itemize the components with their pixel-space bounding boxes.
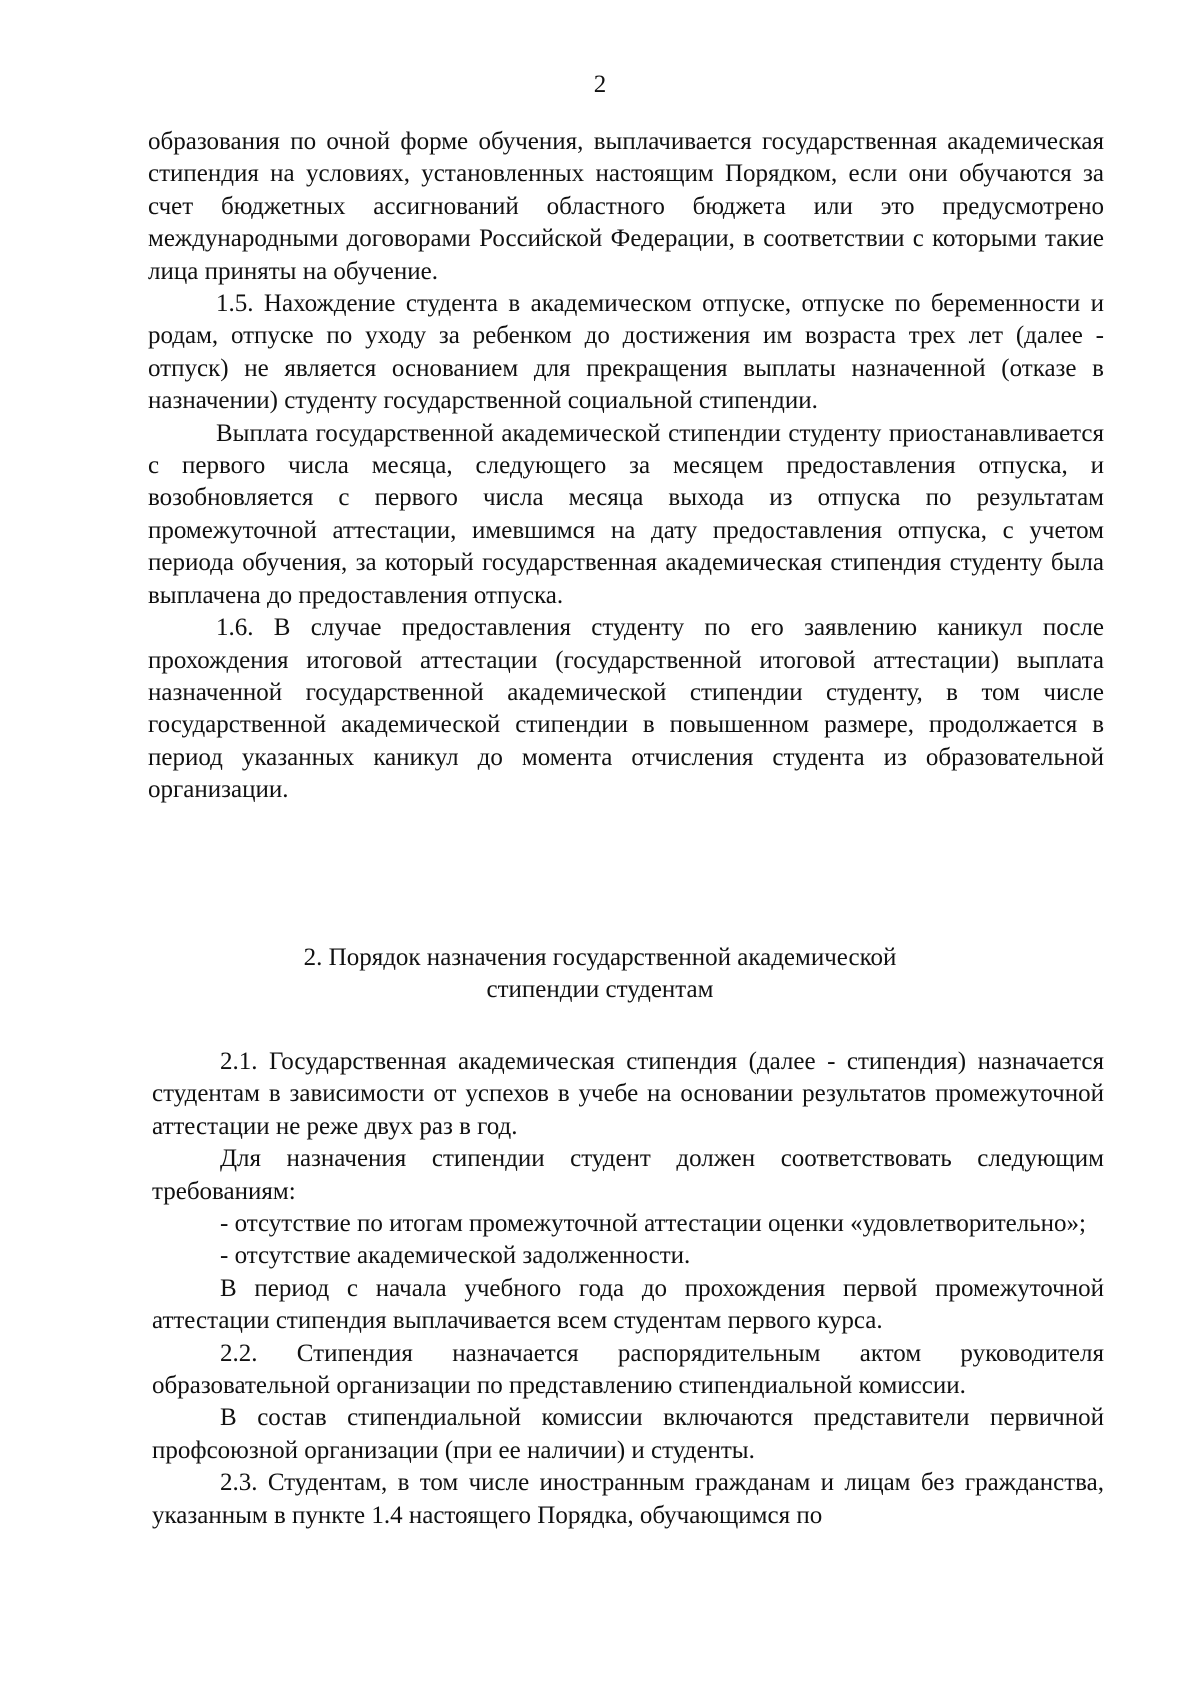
paragraph-2-2: 2.2. Стипендия назначается распорядительным актом руководителя образовательной организации по представлению стипендиальной комиссии.: [152, 1339, 1104, 1400]
section-1-text: [148, 126, 1104, 807]
paragraph-2-1: 2.1. Государственная академическая стипендия (далее - стипендия) назначается студентам в зависимости от успехов в учебе на основании результатов промежуточной аттестации не реже двух раз в год.: [152, 1048, 1104, 1140]
section-2-text: [152, 1046, 1104, 1532]
section-2-heading-line-1: 2. Порядок назначения государственной академической: [303, 944, 897, 971]
paragraph-2-3: 2.3. Студентам, в том числе иностранным гражданам и лицам без гражданства, указанным в пункте 1.4 настоящего Порядка, обучающимся по: [152, 1469, 1104, 1529]
paragraph-1-5: 1.5. Нахождение студента в академическом отпуске, отпуске по беременности и родам, отпуске по уходу за ребенком до достижения им возраста трех лет (далее - отпуск) не является основанием для прекращения выплаты назначенной (отказе в назначении) студенту государственной социальной стипендии.: [148, 290, 1104, 415]
paragraph-1-6: 1.6. В случае предоставления студенту по его заявлению каникул после прохождения итоговой аттестации (государственной итоговой аттестации) выплата назначенной государственной академической стипендии студенту, в том числе государственной академической стипендии в повышенном размере, продолжается в период указанных каникул до момента отчисления студента из образовательной организации.: [148, 614, 1104, 804]
section-2-heading: [0, 942, 1200, 1007]
requirement-item-1: - отсутствие по итогам промежуточной аттестации оценки «удовлетворительно»;: [220, 1210, 1086, 1238]
paragraph-first-year: В период с начала учебного года до прохождения первой промежуточной аттестации стипендия выплачивается всем студентам первого курса.: [152, 1274, 1104, 1335]
page-number: 2: [593, 71, 607, 98]
paragraph-intro: образования по очной форме обучения, выплачивается государственная академическая стипендия на условиях, установленных настоящим Порядком, если они обучаются за счет бюджетных ассигнований областного бюджета или это предусмотрено международными договорами Российской Федерации, в соответствии с которыми такие лица приняты на обучение.: [148, 128, 1104, 285]
section-2-heading-line-2: стипендии студентам: [486, 976, 714, 1004]
paragraph-payment-suspension: Выплата государственной академической стипендии студенту приостанавливается с первого числа месяца, следующего за месяцем предоставления отпуска, и возобновляется с первого числа месяца выхода из отпуска по результатам промежуточной аттестации, имевшимся на дату предоставления отпуска, с учетом периода обучения, за который государственная академическая стипендия студенту была выплачена до предоставления отпуска.: [148, 419, 1104, 609]
paragraph-commission: В состав стипендиальной комиссии включаются представители первичной профсоюзной организации (при ее наличии) и студенты.: [152, 1404, 1104, 1464]
requirement-item-2: - отсутствие академической задолженности.: [220, 1242, 691, 1270]
paragraph-requirements: Для назначения стипендии студент должен соответствовать следующим требованиям:: [152, 1145, 1104, 1205]
